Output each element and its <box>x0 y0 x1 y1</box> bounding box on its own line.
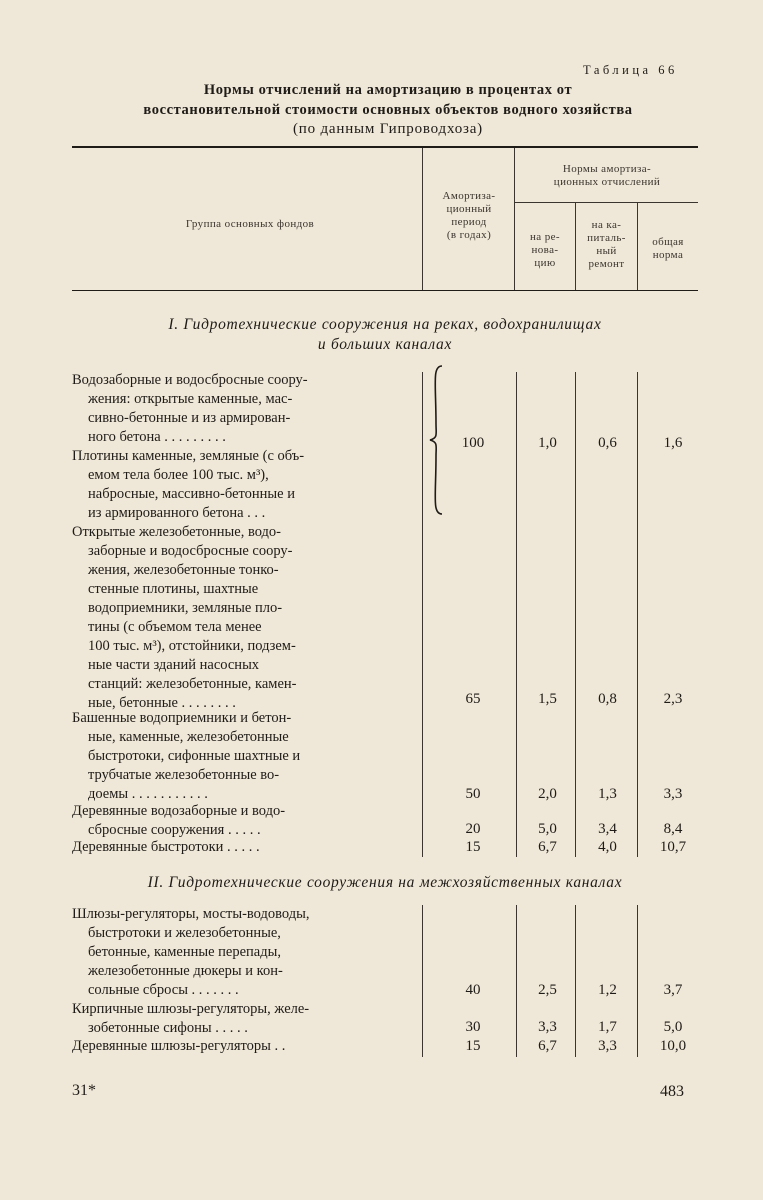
row-s1-1-text: Водозаборные и водосбросные соору- жения: открытые каменные, мас- сивно-бетонные и из армирован- ного бетона . . . . . . . . . Плотины каменные, земляные (с объ- емом тела более 100 тыс. м³), набросные, массивно-бетонные и из армированного бетона . . . <box>72 372 308 521</box>
section-2-title: II. Гидротехнические сооружения на межхозяйственных каналах <box>147 874 623 891</box>
page-number: 483 <box>660 1083 684 1100</box>
body-divider-2 <box>516 372 517 857</box>
s1-r5-total: 10,7 <box>659 839 687 855</box>
s2-r3-capital: 3,3 <box>598 1038 617 1054</box>
s1-r5-renovation: 6,7 <box>538 839 557 855</box>
s1-r5-capital: 4,0 <box>598 839 617 855</box>
s1-r2-capital: 0,8 <box>598 691 617 707</box>
table-title-line-1: Нормы отчислений на амортизацию в процентах от <box>203 82 573 98</box>
s1-r5-period: 15 <box>465 839 481 855</box>
header-capital: на ка- питаль- ный ремонт <box>587 219 626 270</box>
row-s1-5-text: Деревянные быстротоки . . . . . <box>72 839 260 855</box>
s1-r2-total: 2,3 <box>663 691 683 707</box>
body2-divider-4 <box>637 905 638 1057</box>
s1-r1-period: 100 <box>461 435 485 451</box>
s2-r3-renovation: 6,7 <box>538 1038 557 1054</box>
body-divider-1 <box>422 372 423 857</box>
s1-r4-capital: 3,4 <box>598 821 617 837</box>
s2-r1-capital: 1,2 <box>598 982 617 998</box>
s1-r2-period: 65 <box>465 691 481 707</box>
s2-r2-renovation: 3,3 <box>538 1019 557 1035</box>
s1-r3-capital: 1,3 <box>598 786 617 802</box>
body-divider-4 <box>637 372 638 857</box>
s1-r2-renovation: 1,5 <box>538 691 557 707</box>
s2-r2-total: 5,0 <box>663 1019 683 1035</box>
s2-r2-capital: 1,7 <box>598 1019 617 1035</box>
section-1-title: I. Гидротехнические сооружения на реках, водохранилищах и больших каналах <box>168 316 602 353</box>
header-group: Группа основных фондов <box>185 218 315 230</box>
s1-r3-period: 50 <box>465 786 481 802</box>
s1-r3-total: 3,3 <box>663 786 683 802</box>
brace-icon <box>424 364 450 516</box>
header-bottom-rule <box>72 290 698 291</box>
header-total: общая норма <box>652 236 684 261</box>
row-s2-1-text: Шлюзы-регуляторы, мосты-водоводы, быстротоки и железобетонные, бетонные, каменные перепады, железобетонные дюкеры и кон- сольные сбросы . . . . . . . <box>72 906 310 998</box>
body2-divider-1 <box>422 905 423 1057</box>
s1-r1-total: 1,6 <box>663 435 683 451</box>
s1-r4-renovation: 5,0 <box>538 821 557 837</box>
row-s1-4-text: Деревянные водозаборные и водо- сбросные сооружения . . . . . <box>72 803 286 838</box>
s2-r3-total: 10,0 <box>659 1038 687 1054</box>
footer-signature-mark: 31* <box>72 1082 96 1099</box>
s1-r1-capital: 0,6 <box>598 435 617 451</box>
s2-r2-period: 30 <box>465 1019 481 1035</box>
table-subtitle: (по данным Гипроводхоза) <box>293 121 483 137</box>
s1-r4-total: 8,4 <box>663 821 683 837</box>
header-norms-rule <box>514 202 698 203</box>
s2-r3-period: 15 <box>465 1038 481 1054</box>
s2-r1-total: 3,7 <box>663 982 683 998</box>
s2-r1-period: 40 <box>465 982 481 998</box>
body2-divider-2 <box>516 905 517 1057</box>
s1-r4-period: 20 <box>465 821 481 837</box>
row-s1-2-text: Открытые железобетонные, водо- заборные и водосбросные соору- жения, железобетонные тонко- стенные плотины, шахтные водоприемники, земляные пло- тины (с объемом тела менее 100 тыс. м³), отстойники, подзем- ные части зданий насосных станций: железобетонные, камен- ные, бетонные . . . . . . . . <box>72 524 297 711</box>
table-title-line-2: восстановительной стоимости основных объектов водного хозяйства <box>143 102 633 118</box>
s1-r3-renovation: 2,0 <box>538 786 557 802</box>
row-s1-3-text: Башенные водоприемники и бетон- ные, каменные, железобетонные быстротоки, сифонные шахтные и трубчатые железобетонные во- доемы . . . . . . . . . . . <box>72 710 301 802</box>
header-renovation: на ре- нова- цию <box>530 231 560 269</box>
row-s2-3-text: Деревянные шлюзы-регуляторы . . <box>72 1038 286 1054</box>
header-top-rule <box>72 146 698 148</box>
body2-divider-3 <box>575 905 576 1057</box>
s2-r1-renovation: 2,5 <box>538 982 557 998</box>
s1-r1-renovation: 1,0 <box>538 435 557 451</box>
row-s2-2-text: Кирпичные шлюзы-регуляторы, желе- зобетонные сифоны . . . . . <box>72 1001 310 1036</box>
header-period: Амортиза- ционный период (в годах) <box>442 190 496 241</box>
header-norms: Нормы амортиза- ционных отчислений <box>553 163 661 188</box>
body-divider-3 <box>575 372 576 857</box>
table-label: Таблица 66 <box>583 63 678 77</box>
header-divider-1 <box>422 148 423 290</box>
